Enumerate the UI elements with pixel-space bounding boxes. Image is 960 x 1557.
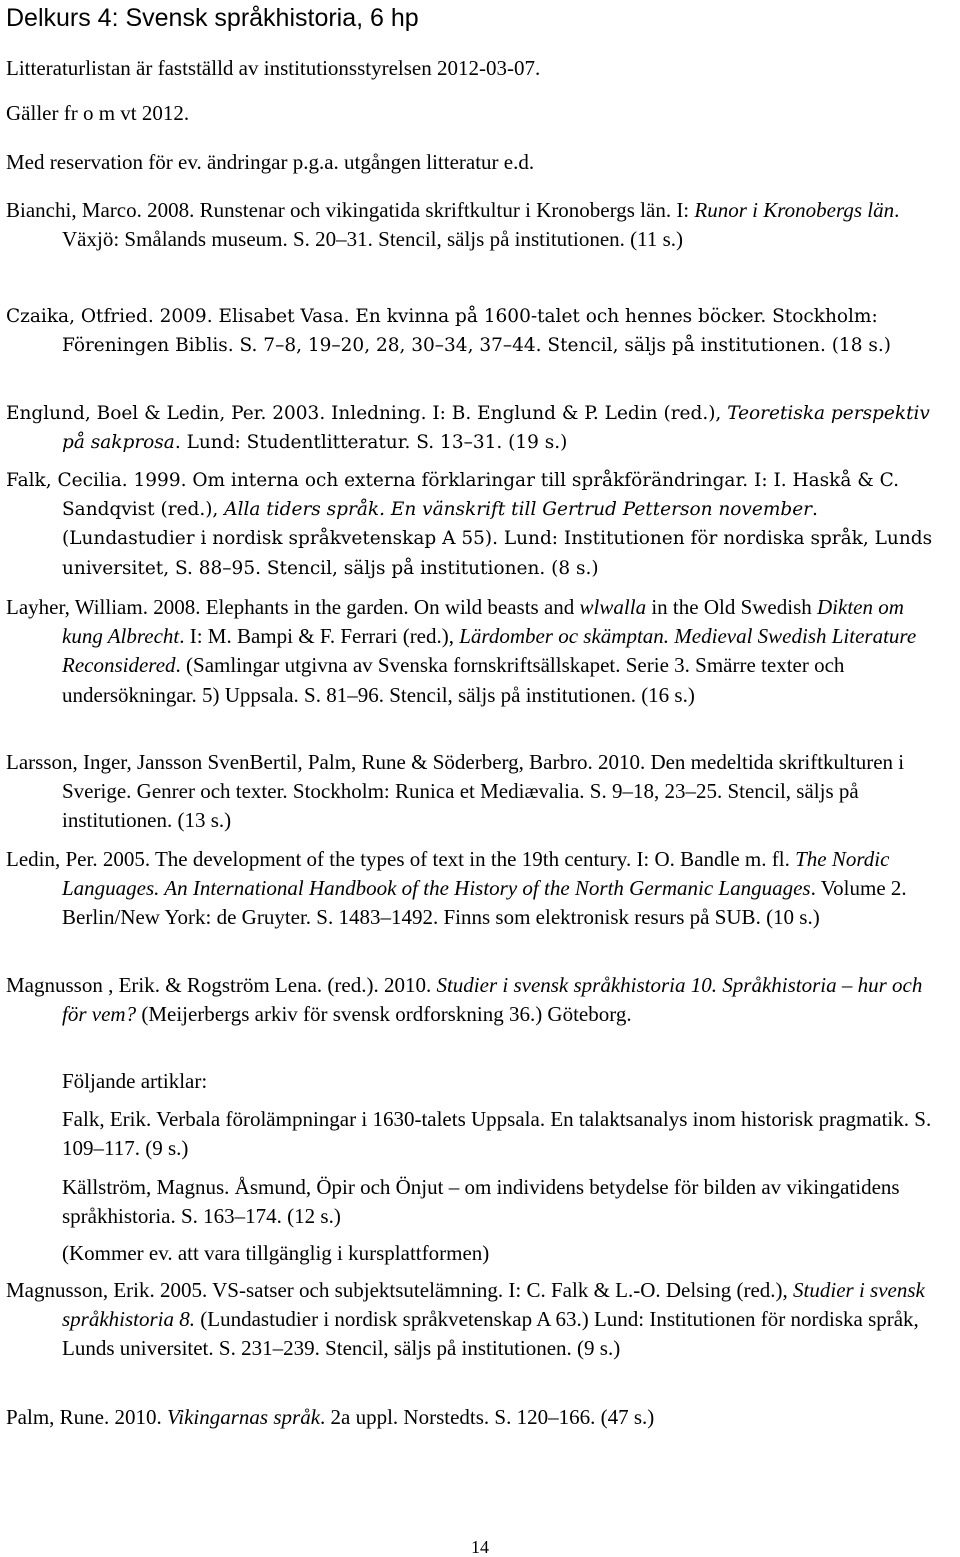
italic-title-segment: Lärdomber oc skämptan. Medieval Swedish Literature Reconsidered: [62, 624, 917, 678]
text-segment: . Växjö: Smålands museum. S. 20–31. Stencil, säljs på institutionen. (11 s.): [62, 198, 900, 252]
reference-entry: [6, 845, 946, 933]
italic-title-segment: wlwalla: [579, 595, 647, 619]
text-segment: . 2a uppl. Norstedts. S. 120–166. (47 s.): [320, 1405, 655, 1429]
reference-entry: [6, 196, 946, 254]
reference-entry: [6, 1276, 946, 1364]
reference-entry: [6, 593, 946, 710]
text-segment: Englund, Boel & Ledin, Per. 2003. Inledning. I: B. Englund & P. Ledin (red.),: [6, 403, 728, 424]
text-segment: Bianchi, Marco. 2008. Runstenar och vikingatida skriftkultur i Kronobergs län. I:: [6, 198, 695, 222]
text-segment: . Volume 2. Berlin/New York: de Gruyter. S. 1483–1492. Finns som elektronisk resurs på SUB. (10 s.): [62, 876, 907, 930]
text-segment: (Meijerbergs arkiv för svensk ordforskning 36.) Göteborg.: [136, 1002, 632, 1027]
italic-title-segment: Alla tiders språk. En vänskrift till Gertrud Petterson november: [224, 499, 813, 521]
reference-entry: [6, 466, 946, 583]
text-segment: Magnusson , Erik. & Rogström Lena. (red.). 2010.: [6, 973, 437, 997]
italic-title-segment: Runor i Kronobergs län: [694, 198, 895, 222]
italic-title-segment: Teoretiska perspektiv på sakprosa: [62, 403, 930, 454]
text-segment: . I: M. Bampi & F. Ferrari (red.),: [179, 624, 460, 649]
validity-note: Gäller fr o m vt 2012.: [6, 101, 190, 125]
text-segment: Falk, Cecilia. 1999. Om interna och externa förklaringar till språkförändringar. I: I. Haskå & C. Sandqvist (red.),: [6, 470, 900, 521]
sub-heading: Följande artiklar:: [62, 1069, 208, 1093]
text-segment: Layher, William. 2008. Elephants in the garden. On wild beasts and: [6, 595, 580, 619]
reference-entry: [6, 399, 946, 457]
reference-entry: [6, 1403, 946, 1432]
text-segment: . Lund: Studentlitteratur. S. 13–31. (19 s.): [174, 432, 568, 454]
page-number: 14: [471, 1537, 489, 1557]
approval-note: Litteraturlistan är fastställd av institutionsstyrelsen 2012-03-07.: [6, 56, 541, 80]
text-segment: (Lundastudier i nordisk språkvetenskap A 63.) Lund: Institutionen för nordiska språk, Lunds universitet. S. 231–239. Stencil, säljs på institutionen. (9 s.): [62, 1307, 919, 1361]
availability-note: (Kommer ev. att vara tillgänglig i kursplattformen): [62, 1241, 490, 1265]
document-title: Delkurs 4: Svensk språkhistoria, 6 hp: [6, 4, 419, 32]
reference-entry: [6, 302, 946, 360]
italic-title-segment: Vikingarnas språk: [167, 1405, 321, 1429]
italic-title-segment: Dikten om kung Albrecht: [62, 595, 904, 649]
text-segment: Palm, Rune. 2010.: [6, 1405, 167, 1429]
sub-reference-entry: Falk, Erik. Verbala förolämpningar i 1630-talets Uppsala. En talaktsanalys inom historisk pragmatik. S. 109–117. (9 s.): [62, 1107, 932, 1161]
reference-entry: [6, 971, 946, 1029]
text-segment: Czaika, Otfried. 2009. Elisabet Vasa. En kvinna på 1600-talet och hennes böcker. Stockholm: Föreningen Biblis. S. 7–8, 19–20, 28, 30–34, 37–44. Stencil, säljs på institutionen. (18 s.): [6, 306, 891, 357]
text-segment: Larsson, Inger, Jansson SvenBertil, Palm, Rune & Söderberg, Barbro. 2010. Den medeltida skriftkulturen i Sverige. Genrer och texter. Stockholm: Runica et Mediævalia. S. 9–18, 23–25. Stencil, säljs på institutionen. (13 s.): [6, 750, 905, 833]
text-segment: Magnusson, Erik. 2005. VS-satser och subjektsutelämning. I: C. Falk & L.-O. Delsing (red.),: [6, 1278, 794, 1302]
reservation-note: Med reservation för ev. ändringar p.g.a. utgången litteratur e.d.: [6, 150, 535, 174]
italic-title-segment: Studier i svensk språkhistoria 10. Språkhistoria – hur och för vem?: [62, 973, 923, 1027]
reference-entry: [6, 748, 946, 836]
text-segment: in the Old Swedish: [646, 595, 817, 619]
text-segment: Ledin, Per. 2005. The development of the types of text in the 19th century. I: O. Bandle m. fl.: [6, 847, 796, 871]
sub-reference-entry: Källström, Magnus. Åsmund, Öpir och Önjut – om individens betydelse för bilden av vikingatidens språkhistoria. S. 163–174. (12 s.): [62, 1175, 900, 1229]
text-segment: . (Lundastudier i nordisk språkvetenskap A 55). Lund: Institutionen för nordiska språk, Lunds universitet, S. 88–95. Stencil, säljs på institutionen. (8 s.): [62, 499, 933, 579]
italic-title-segment: Studier i svensk språkhistoria 8.: [62, 1278, 925, 1332]
text-segment: . (Samlingar utgivna av Svenska fornskriftsällskapet. Serie 3. Smärre texter och undersökningar. 5) Uppsala. S. 81–96. Stencil, säljs på institutionen. (16 s.): [62, 653, 845, 707]
italic-title-segment: The Nordic Languages. An International Handbook of the History of the North Germanic Languages: [62, 847, 890, 901]
